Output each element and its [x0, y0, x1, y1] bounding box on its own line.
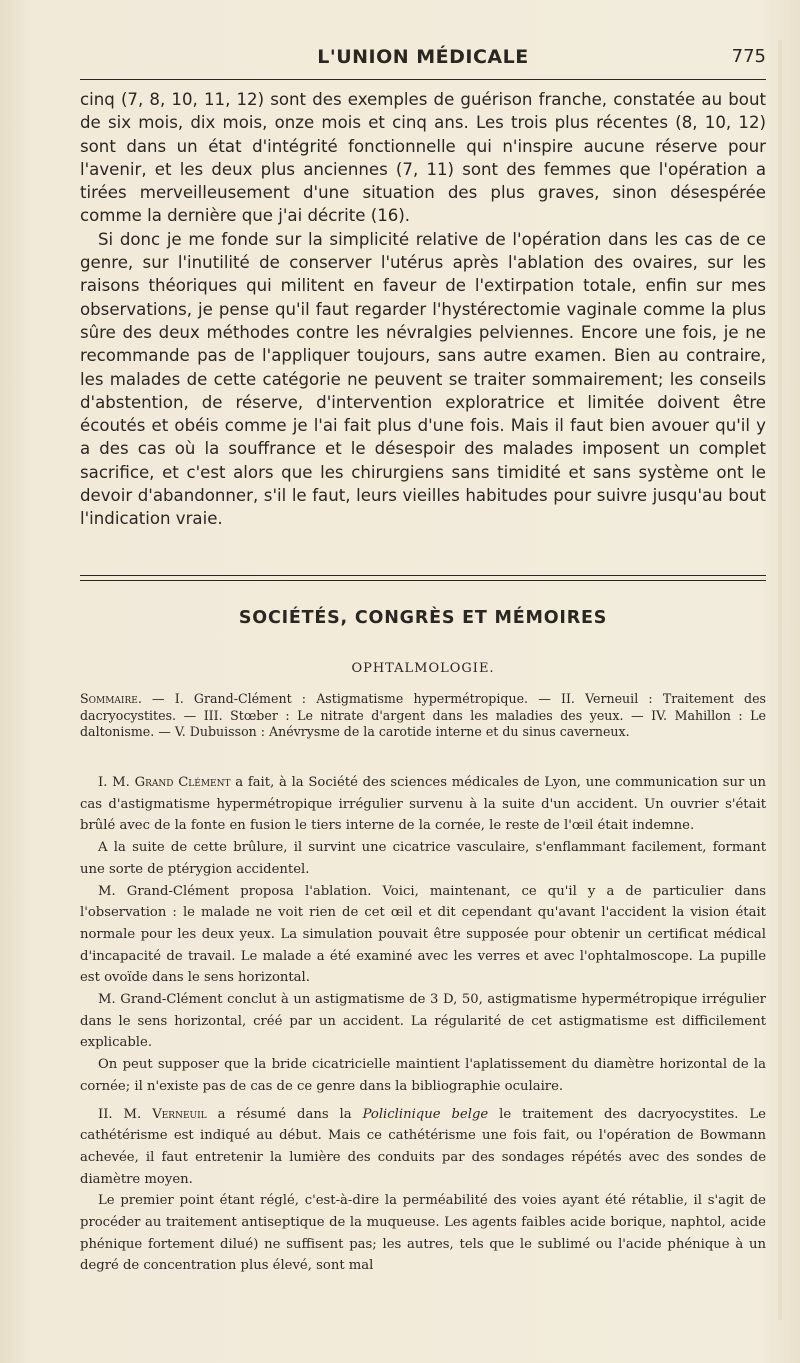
summary-label: Sommaire. — [80, 691, 142, 706]
section-title: SOCIÉTÉS, CONGRÈS ET MÉMOIRES — [238, 608, 608, 628]
section-rule-bottom — [80, 580, 766, 581]
body-paragraph: cinq (7, 8, 10, 11, 12) sont des exemples de guérison franche, constatée au bout de six mois, dix mois, onze mois et cinq ans. Les trois plus récentes (8, 10, 12) sont dans un état d'intégrité fonctionnelle qui n'inspire aucune réserve pour l'avenir, et les deux plus anciennes (7, 11) sont des femmes que l'opération a tirées merveilleusement d'une situation des plus graves, sinon désespérée comme la dernière que j'ai décrite (16). — [80, 90, 766, 226]
author-name: Verneuil — [152, 1106, 207, 1122]
journal-name: Policlinique belge — [362, 1106, 489, 1122]
body-paragraph: Si donc je me fonde sur la simplicité relative de l'opération dans les cas de ce genre, sur l'inutilité de conserver l'utérus après l'ablation des ovaires, sur les raisons théoriques qui militent en faveur de l'extirpation totale, enfin sur mes observations, je pense qu'il faut regarder l'hystérectomie vaginale comme la plus sûre des deux méthodes contre les névralgies pelviennes. Encore une fois, je ne recommande pas de l'appliquer toujours, sans autre examen. Bien au contraire, les malades de cette catégorie ne peuvent se traiter sommairement; les conseils d'abstention, de réserve, d'intervention exploratrice et limitée doivent être écoutés et obéis comme je l'ai fait plus d'une fois. Mais il faut bien avouer qu'il y a des cas où la souffrance et le désespoir des malades imposent un complet sacrifice, et c'est alors que les chirurgiens sans timidité et sans système ont le devoir d'abandonner, s'il le faut, leurs vieilles habitudes pour suivre jusqu'au bout l'indication vraie. — [80, 229, 766, 529]
subsection-title: OPHTALMOLOGIE. — [351, 661, 495, 676]
journal-title: L'UNION MÉDICALE — [317, 46, 529, 68]
report-paragraph: On peut supposer que la bride cicatricielle maintient l'aplatissement du diamètre horizontal de la cornée; il n'existe pas de cas de ce genre dans la bibliographie oculaire. — [80, 1057, 766, 1094]
section-rule-top — [80, 575, 766, 576]
header-rule — [80, 79, 766, 80]
summary-text: — I. Grand-Clément : Astigmatisme hypermétropique. — II. Verneuil : Traitement des dacryocystites. — III. Stœber : Le nitrate d'argent dans les maladies des yeux. — IV. Mahillon : Le daltonisme. — V. Dubuisson : Anévrysme de la carotide interne et du sinus caverneux. — [80, 691, 766, 739]
page-edge-shadow — [778, 40, 782, 1320]
article-body — [80, 88, 766, 531]
page-number: 775 — [731, 46, 766, 67]
summary — [80, 691, 766, 741]
society-reports — [80, 772, 766, 1277]
report-paragraph: II. M. Verneuil a résumé dans la Policlinique belge le traitement des dacryocystites. Le cathétérisme est indiqué au début. Mais ce cathétérisme une fois fait, ou l'opération de Bowmann achevée, il faut entretenir la lumière des conduits par des sondages répétés avec des sondes de diamètre moyen. — [80, 1106, 766, 1187]
report-paragraph: Le premier point étant réglé, c'est-à-dire la perméabilité des voies ayant été rétablie, il s'agit de procéder au traitement antiseptique de la muqueuse. Les agents faibles acide borique, naphtol, acide phénique fortement dilué) ne suffisent pas; les autres, tels que le sublimé ou l'acide phénique à un degré de concentration plus élevé, sont mal — [80, 1193, 766, 1274]
author-name: Grand Clément — [134, 775, 231, 790]
report-paragraph: M. Grand-Clément conclut à un astigmatisme de 3 D, 50, astigmatisme hypermétropique irrégulier dans le sens horizontal, créé par un accident. La régularité de cet astigmatisme est difficilement explicable. — [80, 992, 766, 1051]
report-paragraph: I. M. Grand Clément a fait, à la Société des sciences médicales de Lyon, une communication sur un cas d'astigmatisme hypermétropique irrégulier survenu à la suite d'un accident. Un ouvrier s'était brûlé avec de la fonte en fusion le tiers interne de la cornée, le reste de l'œil était indemne. — [80, 775, 766, 834]
running-header — [80, 46, 766, 76]
report-paragraph: A la suite de cette brûlure, il survint une cicatrice vasculaire, s'enflammant facilement, formant une sorte de ptérygion accidentel. — [80, 840, 766, 877]
report-paragraph: M. Grand-Clément proposa l'ablation. Voici, maintenant, ce qu'il y a de particulier dans l'observation : le malade ne voit rien de cet œil et dit cependant qu'avant l'accident la vision était normale pour les deux yeux. La simulation pouvait être supposée pour obtenir un certificat médical d'incapacité de travail. Le malade a été examiné avec les verres et avec l'ophtalmoscope. La pupille est ovoïde dans le sens horizontal. — [80, 883, 766, 986]
